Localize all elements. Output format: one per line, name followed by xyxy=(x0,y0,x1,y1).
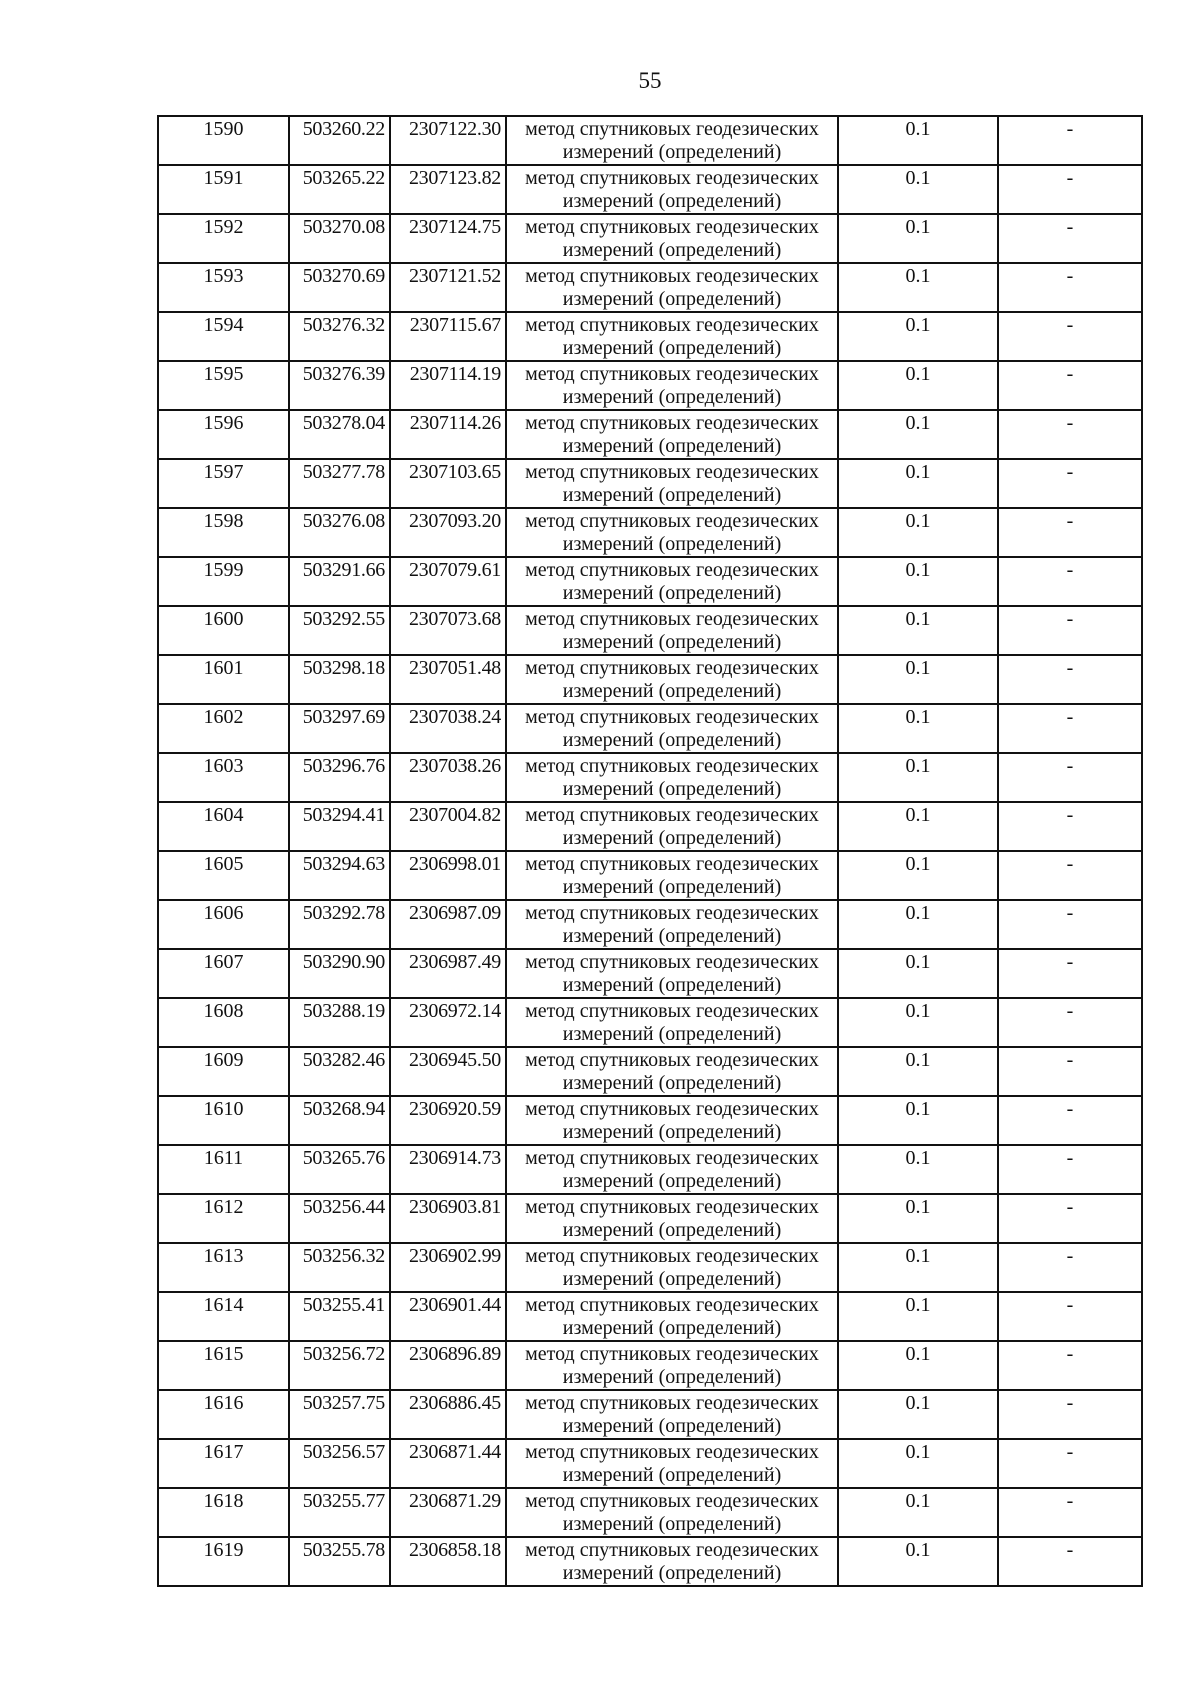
method-cell: метод спутниковых геодезических измерений (определений) xyxy=(506,1341,838,1390)
method-cell: метод спутниковых геодезических измерений (определений) xyxy=(506,1145,838,1194)
y-coordinate-cell: 2307114.19 xyxy=(390,361,506,410)
x-coordinate-cell: 503256.57 xyxy=(289,1439,390,1488)
table-row xyxy=(158,851,1142,900)
x-coordinate-cell: 503288.19 xyxy=(289,998,390,1047)
x-coordinate-cell: 503256.32 xyxy=(289,1243,390,1292)
y-coordinate-cell: 2306987.09 xyxy=(390,900,506,949)
point-number-cell: 1591 xyxy=(158,165,289,214)
method-cell: метод спутниковых геодезических измерений (определений) xyxy=(506,214,838,263)
method-cell: метод спутниковых геодезических измерений (определений) xyxy=(506,1194,838,1243)
extra-cell: - xyxy=(998,802,1142,851)
extra-cell: - xyxy=(998,312,1142,361)
method-cell: метод спутниковых геодезических измерений (определений) xyxy=(506,312,838,361)
table-body xyxy=(158,116,1142,1586)
point-number-cell: 1614 xyxy=(158,1292,289,1341)
method-cell: метод спутниковых геодезических измерений (определений) xyxy=(506,851,838,900)
extra-cell: - xyxy=(998,1390,1142,1439)
x-coordinate-cell: 503270.08 xyxy=(289,214,390,263)
table-row xyxy=(158,949,1142,998)
method-cell: метод спутниковых геодезических измерений (определений) xyxy=(506,606,838,655)
point-number-cell: 1609 xyxy=(158,1047,289,1096)
table-row xyxy=(158,1341,1142,1390)
extra-cell: - xyxy=(998,1243,1142,1292)
method-cell: метод спутниковых геодезических измерений (определений) xyxy=(506,1292,838,1341)
x-coordinate-cell: 503292.78 xyxy=(289,900,390,949)
x-coordinate-cell: 503256.44 xyxy=(289,1194,390,1243)
method-cell: метод спутниковых геодезических измерений (определений) xyxy=(506,361,838,410)
method-cell: метод спутниковых геодезических измерений (определений) xyxy=(506,1047,838,1096)
y-coordinate-cell: 2306920.59 xyxy=(390,1096,506,1145)
table-row xyxy=(158,753,1142,802)
point-number-cell: 1611 xyxy=(158,1145,289,1194)
y-coordinate-cell: 2307115.67 xyxy=(390,312,506,361)
extra-cell: - xyxy=(998,508,1142,557)
accuracy-cell: 0.1 xyxy=(838,1341,998,1390)
y-coordinate-cell: 2306902.99 xyxy=(390,1243,506,1292)
point-number-cell: 1617 xyxy=(158,1439,289,1488)
y-coordinate-cell: 2307079.61 xyxy=(390,557,506,606)
accuracy-cell: 0.1 xyxy=(838,410,998,459)
y-coordinate-cell: 2306858.18 xyxy=(390,1537,506,1586)
x-coordinate-cell: 503296.76 xyxy=(289,753,390,802)
x-coordinate-cell: 503297.69 xyxy=(289,704,390,753)
table-row xyxy=(158,165,1142,214)
y-coordinate-cell: 2306871.44 xyxy=(390,1439,506,1488)
extra-cell: - xyxy=(998,1537,1142,1586)
point-number-cell: 1597 xyxy=(158,459,289,508)
table-row xyxy=(158,1390,1142,1439)
accuracy-cell: 0.1 xyxy=(838,753,998,802)
y-coordinate-cell: 2307124.75 xyxy=(390,214,506,263)
table-row xyxy=(158,606,1142,655)
extra-cell: - xyxy=(998,900,1142,949)
point-number-cell: 1607 xyxy=(158,949,289,998)
accuracy-cell: 0.1 xyxy=(838,1488,998,1537)
point-number-cell: 1610 xyxy=(158,1096,289,1145)
y-coordinate-cell: 2307038.26 xyxy=(390,753,506,802)
extra-cell: - xyxy=(998,1194,1142,1243)
y-coordinate-cell: 2307123.82 xyxy=(390,165,506,214)
method-cell: метод спутниковых геодезических измерений (определений) xyxy=(506,1488,838,1537)
point-number-cell: 1605 xyxy=(158,851,289,900)
table-row xyxy=(158,900,1142,949)
y-coordinate-cell: 2307038.24 xyxy=(390,704,506,753)
point-number-cell: 1601 xyxy=(158,655,289,704)
y-coordinate-cell: 2306886.45 xyxy=(390,1390,506,1439)
accuracy-cell: 0.1 xyxy=(838,1145,998,1194)
x-coordinate-cell: 503257.75 xyxy=(289,1390,390,1439)
extra-cell: - xyxy=(998,949,1142,998)
method-cell: метод спутниковых геодезических измерений (определений) xyxy=(506,263,838,312)
point-number-cell: 1616 xyxy=(158,1390,289,1439)
accuracy-cell: 0.1 xyxy=(838,263,998,312)
point-number-cell: 1600 xyxy=(158,606,289,655)
y-coordinate-cell: 2307004.82 xyxy=(390,802,506,851)
accuracy-cell: 0.1 xyxy=(838,116,998,165)
x-coordinate-cell: 503265.76 xyxy=(289,1145,390,1194)
method-cell: метод спутниковых геодезических измерений (определений) xyxy=(506,998,838,1047)
point-number-cell: 1593 xyxy=(158,263,289,312)
extra-cell: - xyxy=(998,851,1142,900)
x-coordinate-cell: 503260.22 xyxy=(289,116,390,165)
accuracy-cell: 0.1 xyxy=(838,1537,998,1586)
extra-cell: - xyxy=(998,998,1142,1047)
point-number-cell: 1615 xyxy=(158,1341,289,1390)
table-row xyxy=(158,214,1142,263)
x-coordinate-cell: 503276.32 xyxy=(289,312,390,361)
method-cell: метод спутниковых геодезических измерений (определений) xyxy=(506,802,838,851)
y-coordinate-cell: 2306901.44 xyxy=(390,1292,506,1341)
method-cell: метод спутниковых геодезических измерений (определений) xyxy=(506,949,838,998)
y-coordinate-cell: 2307103.65 xyxy=(390,459,506,508)
accuracy-cell: 0.1 xyxy=(838,1390,998,1439)
method-cell: метод спутниковых геодезических измерений (определений) xyxy=(506,1243,838,1292)
extra-cell: - xyxy=(998,1439,1142,1488)
extra-cell: - xyxy=(998,753,1142,802)
y-coordinate-cell: 2307114.26 xyxy=(390,410,506,459)
accuracy-cell: 0.1 xyxy=(838,1194,998,1243)
point-number-cell: 1604 xyxy=(158,802,289,851)
method-cell: метод спутниковых геодезических измерений (определений) xyxy=(506,410,838,459)
x-coordinate-cell: 503268.94 xyxy=(289,1096,390,1145)
y-coordinate-cell: 2306998.01 xyxy=(390,851,506,900)
extra-cell: - xyxy=(998,606,1142,655)
x-coordinate-cell: 503291.66 xyxy=(289,557,390,606)
point-number-cell: 1606 xyxy=(158,900,289,949)
point-number-cell: 1618 xyxy=(158,1488,289,1537)
extra-cell: - xyxy=(998,1292,1142,1341)
accuracy-cell: 0.1 xyxy=(838,361,998,410)
table-row xyxy=(158,508,1142,557)
point-number-cell: 1612 xyxy=(158,1194,289,1243)
table-row xyxy=(158,557,1142,606)
method-cell: метод спутниковых геодезических измерений (определений) xyxy=(506,655,838,704)
y-coordinate-cell: 2307121.52 xyxy=(390,263,506,312)
method-cell: метод спутниковых геодезических измерений (определений) xyxy=(506,508,838,557)
y-coordinate-cell: 2307073.68 xyxy=(390,606,506,655)
accuracy-cell: 0.1 xyxy=(838,704,998,753)
table-row xyxy=(158,1047,1142,1096)
point-number-cell: 1594 xyxy=(158,312,289,361)
accuracy-cell: 0.1 xyxy=(838,557,998,606)
accuracy-cell: 0.1 xyxy=(838,508,998,557)
method-cell: метод спутниковых геодезических измерений (определений) xyxy=(506,900,838,949)
x-coordinate-cell: 503294.41 xyxy=(289,802,390,851)
method-cell: метод спутниковых геодезических измерений (определений) xyxy=(506,459,838,508)
accuracy-cell: 0.1 xyxy=(838,998,998,1047)
extra-cell: - xyxy=(998,459,1142,508)
x-coordinate-cell: 503292.55 xyxy=(289,606,390,655)
method-cell: метод спутниковых геодезических измерений (определений) xyxy=(506,1537,838,1586)
x-coordinate-cell: 503277.78 xyxy=(289,459,390,508)
method-cell: метод спутниковых геодезических измерений (определений) xyxy=(506,704,838,753)
accuracy-cell: 0.1 xyxy=(838,165,998,214)
accuracy-cell: 0.1 xyxy=(838,1096,998,1145)
accuracy-cell: 0.1 xyxy=(838,312,998,361)
method-cell: метод спутниковых геодезических измерений (определений) xyxy=(506,1096,838,1145)
x-coordinate-cell: 503290.90 xyxy=(289,949,390,998)
y-coordinate-cell: 2306896.89 xyxy=(390,1341,506,1390)
table-row xyxy=(158,998,1142,1047)
extra-cell: - xyxy=(998,557,1142,606)
extra-cell: - xyxy=(998,116,1142,165)
extra-cell: - xyxy=(998,361,1142,410)
point-number-cell: 1596 xyxy=(158,410,289,459)
method-cell: метод спутниковых геодезических измерений (определений) xyxy=(506,557,838,606)
accuracy-cell: 0.1 xyxy=(838,1243,998,1292)
x-coordinate-cell: 503282.46 xyxy=(289,1047,390,1096)
table-row xyxy=(158,410,1142,459)
point-number-cell: 1608 xyxy=(158,998,289,1047)
accuracy-cell: 0.1 xyxy=(838,949,998,998)
table-row xyxy=(158,1537,1142,1586)
x-coordinate-cell: 503278.04 xyxy=(289,410,390,459)
table-row xyxy=(158,1439,1142,1488)
x-coordinate-cell: 503265.22 xyxy=(289,165,390,214)
extra-cell: - xyxy=(998,1488,1142,1537)
x-coordinate-cell: 503276.39 xyxy=(289,361,390,410)
accuracy-cell: 0.1 xyxy=(838,851,998,900)
point-number-cell: 1590 xyxy=(158,116,289,165)
point-number-cell: 1602 xyxy=(158,704,289,753)
y-coordinate-cell: 2306945.50 xyxy=(390,1047,506,1096)
method-cell: метод спутниковых геодезических измерений (определений) xyxy=(506,116,838,165)
table-row xyxy=(158,655,1142,704)
extra-cell: - xyxy=(998,1096,1142,1145)
x-coordinate-cell: 503255.41 xyxy=(289,1292,390,1341)
table-row xyxy=(158,116,1142,165)
point-number-cell: 1613 xyxy=(158,1243,289,1292)
point-number-cell: 1595 xyxy=(158,361,289,410)
y-coordinate-cell: 2307093.20 xyxy=(390,508,506,557)
method-cell: метод спутниковых геодезических измерений (определений) xyxy=(506,1439,838,1488)
x-coordinate-cell: 503255.78 xyxy=(289,1537,390,1586)
extra-cell: - xyxy=(998,704,1142,753)
y-coordinate-cell: 2306871.29 xyxy=(390,1488,506,1537)
page-number: 55 xyxy=(638,68,662,93)
coordinates-table xyxy=(157,115,1143,1587)
extra-cell: - xyxy=(998,655,1142,704)
extra-cell: - xyxy=(998,1145,1142,1194)
y-coordinate-cell: 2307122.30 xyxy=(390,116,506,165)
method-cell: метод спутниковых геодезических измерений (определений) xyxy=(506,753,838,802)
y-coordinate-cell: 2306914.73 xyxy=(390,1145,506,1194)
table-row xyxy=(158,459,1142,508)
y-coordinate-cell: 2307051.48 xyxy=(390,655,506,704)
method-cell: метод спутниковых геодезических измерений (определений) xyxy=(506,1390,838,1439)
method-cell: метод спутниковых геодезических измерений (определений) xyxy=(506,165,838,214)
x-coordinate-cell: 503270.69 xyxy=(289,263,390,312)
table-row xyxy=(158,1194,1142,1243)
x-coordinate-cell: 503298.18 xyxy=(289,655,390,704)
table-row xyxy=(158,263,1142,312)
point-number-cell: 1599 xyxy=(158,557,289,606)
y-coordinate-cell: 2306903.81 xyxy=(390,1194,506,1243)
extra-cell: - xyxy=(998,165,1142,214)
x-coordinate-cell: 503294.63 xyxy=(289,851,390,900)
point-number-cell: 1592 xyxy=(158,214,289,263)
extra-cell: - xyxy=(998,214,1142,263)
table-row xyxy=(158,312,1142,361)
accuracy-cell: 0.1 xyxy=(838,900,998,949)
y-coordinate-cell: 2306972.14 xyxy=(390,998,506,1047)
accuracy-cell: 0.1 xyxy=(838,802,998,851)
accuracy-cell: 0.1 xyxy=(838,214,998,263)
table-row xyxy=(158,1292,1142,1341)
x-coordinate-cell: 503255.77 xyxy=(289,1488,390,1537)
table-row xyxy=(158,704,1142,753)
table-row xyxy=(158,1243,1142,1292)
extra-cell: - xyxy=(998,410,1142,459)
table-row xyxy=(158,1096,1142,1145)
accuracy-cell: 0.1 xyxy=(838,1047,998,1096)
point-number-cell: 1603 xyxy=(158,753,289,802)
accuracy-cell: 0.1 xyxy=(838,1292,998,1341)
extra-cell: - xyxy=(998,1047,1142,1096)
accuracy-cell: 0.1 xyxy=(838,655,998,704)
table-row xyxy=(158,1488,1142,1537)
accuracy-cell: 0.1 xyxy=(838,1439,998,1488)
x-coordinate-cell: 503256.72 xyxy=(289,1341,390,1390)
table-row xyxy=(158,361,1142,410)
table-row xyxy=(158,802,1142,851)
table-row xyxy=(158,1145,1142,1194)
point-number-cell: 1598 xyxy=(158,508,289,557)
point-number-cell: 1619 xyxy=(158,1537,289,1586)
x-coordinate-cell: 503276.08 xyxy=(289,508,390,557)
extra-cell: - xyxy=(998,263,1142,312)
accuracy-cell: 0.1 xyxy=(838,606,998,655)
accuracy-cell: 0.1 xyxy=(838,459,998,508)
y-coordinate-cell: 2306987.49 xyxy=(390,949,506,998)
extra-cell: - xyxy=(998,1341,1142,1390)
